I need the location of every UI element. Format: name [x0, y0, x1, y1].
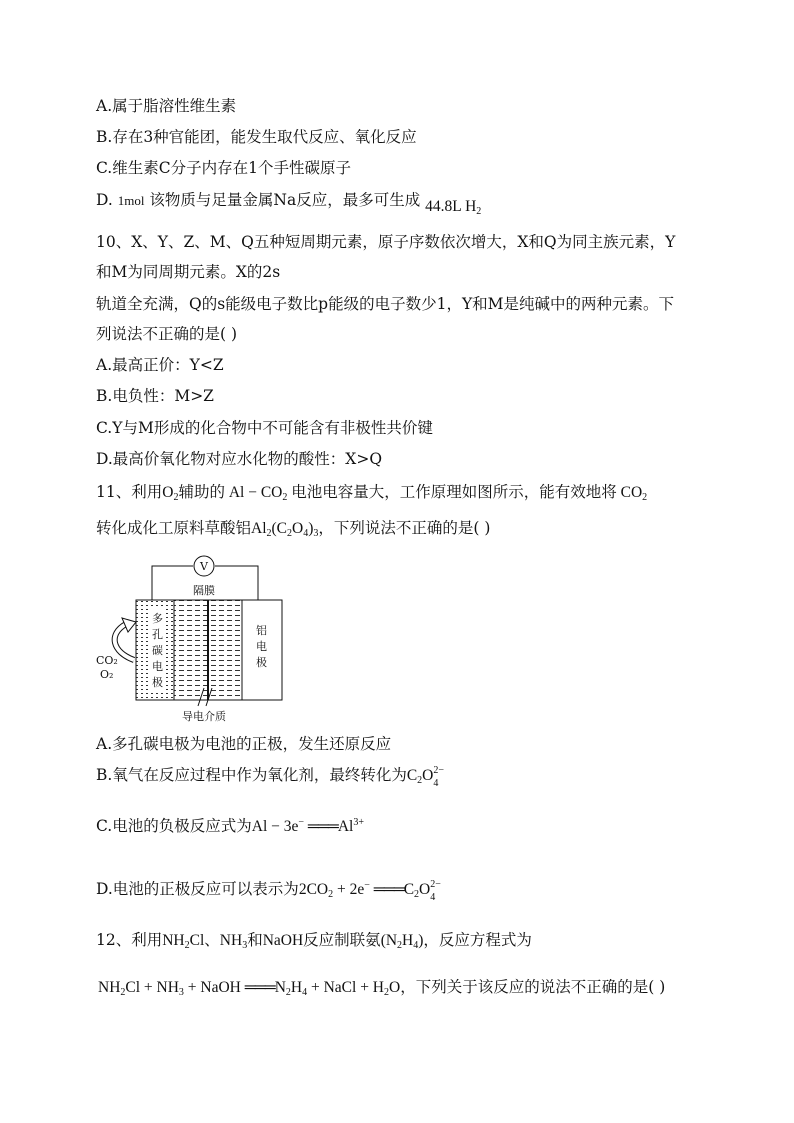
q9-option-d-volume: 44.8L $H_2$ — [425, 198, 482, 217]
q10-option-a: A.最高正价：Y<Z — [96, 356, 224, 374]
q9-option-d-label: D. — [96, 191, 113, 209]
q11-option-a: A.多孔碳电极为电池的正极，发生还原反应 — [96, 735, 392, 753]
q9-option-c: C.维生素C分子内存在1个手性碳原子 — [96, 159, 351, 177]
voltmeter-label: V — [200, 560, 208, 573]
q10-option-b: B.电负性：M>Z — [96, 387, 214, 405]
svg-text:多: 多 — [152, 612, 163, 625]
q10-stem-line2: 和M为同周期元素。X的2s — [96, 263, 281, 281]
q10-stem-line4: 列说法不正确的是( ) — [96, 325, 238, 343]
q11-stem-line1: 11、利用$O_2$辅助的 $Al - CO_2$ 电池电容量大，工作原理如图所示，能有效地将 $CO_2$ — [96, 483, 648, 503]
wire-left — [152, 566, 193, 600]
svg-text:铝: 铝 — [256, 624, 267, 637]
q9-option-d — [96, 190, 482, 217]
svg-text:电: 电 — [152, 660, 163, 673]
medium-label: 导电介质 — [182, 710, 226, 723]
membrane-label: 隔膜 — [193, 584, 215, 597]
q12-stem-line1: 12、利用$NH_2Cl$、$NH_3$和NaOH反应制联氨$(N_2H_4)$，反应方程式为 — [96, 931, 532, 951]
battery-diagram — [90, 548, 290, 728]
gas-co2-label: CO₂ — [96, 654, 118, 667]
q11-option-c: C.电池的负极反应式为Al − 3e− $═══Al^{3+}$ — [96, 817, 364, 835]
svg-text:孔: 孔 — [152, 628, 163, 641]
q10-stem-line3: 轨道全充满，Q的s能级电子数比p能级的电子数少1，Y和M是纯碱中的两种元素。下 — [96, 295, 675, 313]
q11-option-d: D.电池的正极反应可以表示为$2CO_2 + 2e^-$ $═══C_2O$ 2− 4 — [96, 879, 441, 903]
svg-text:电: 电 — [256, 640, 267, 653]
q9-option-d-mol: 1mol — [117, 193, 145, 208]
svg-text:碳: 碳 — [152, 644, 163, 657]
svg-text:极: 极 — [256, 656, 267, 669]
q9-option-b: B.存在3种官能团，能发生取代反应、氧化反应 — [96, 128, 417, 146]
q11-option-b: B.氧气在反应过程中作为氧化剂，最终转化为$C_2O$ 2− 4 — [96, 765, 445, 789]
wire-right — [215, 566, 258, 600]
q9-option-d-text: 该物质与足量金属Na反应，最多可生成 — [149, 191, 421, 209]
q10-option-d: D.最高价氧化物对应水化物的酸性：X>Q — [96, 450, 383, 468]
gas-o2-label: O₂ — [100, 668, 114, 681]
q12-equation-line: $NH_2Cl + NH_3$ + NaOH $═══N_2H_4$ + NaCl + $H_2O$，下列关于该反应的说法不正确的是( ) — [98, 978, 666, 998]
q9-option-a: A.属于脂溶性维生素 — [96, 97, 237, 115]
svg-text:极: 极 — [152, 676, 163, 689]
q10-option-c: C.Y与M形成的化合物中不可能含有非极性共价键 — [96, 419, 433, 437]
q10-stem-line1: 10、X、Y、Z、M、Q五种短周期元素，原子序数依次增大，X和Q为同主族元素，Y — [96, 233, 676, 251]
q11-stem-line2: 转化成化工原料草酸铝$Al_2(C_2O_4)_3$，下列说法不正确的是( ) — [96, 519, 491, 539]
